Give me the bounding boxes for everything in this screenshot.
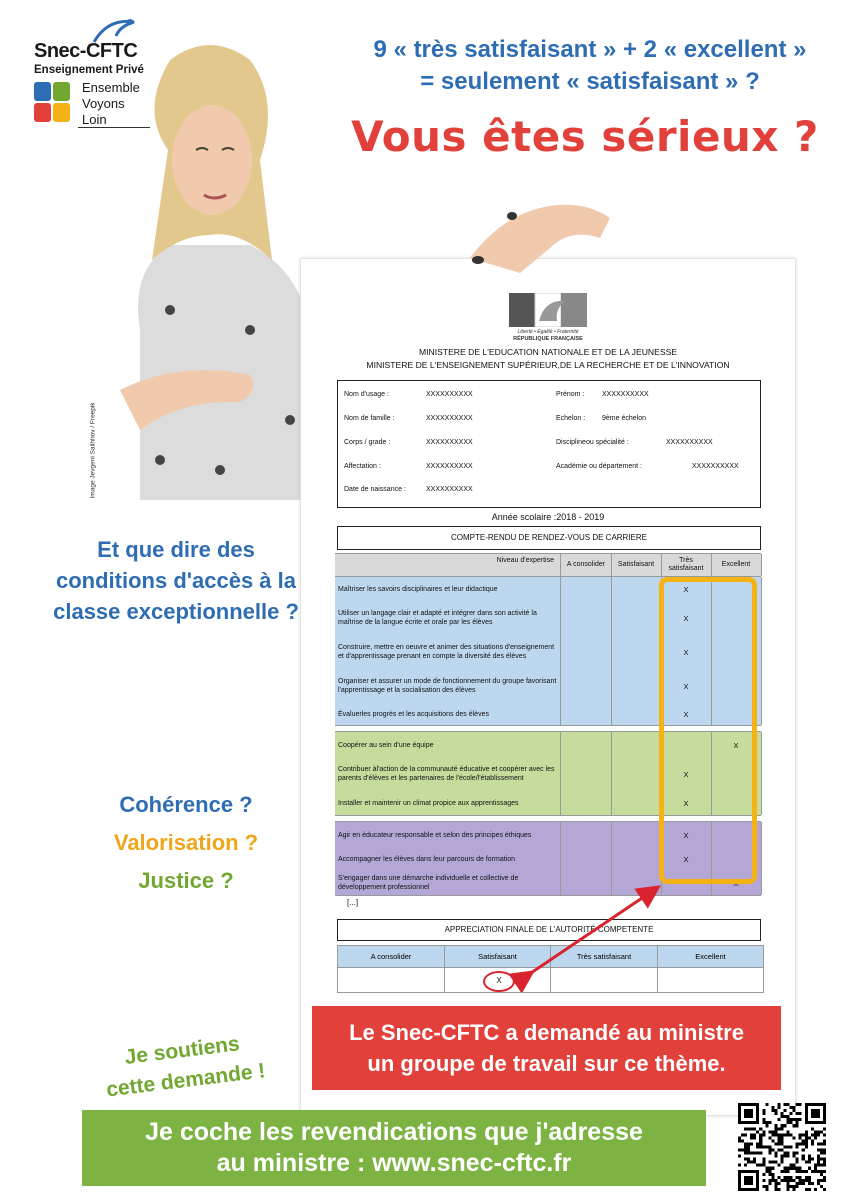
- competence-cell: [611, 791, 662, 815]
- hand-illustration: [460, 188, 620, 278]
- competence-mark: X: [711, 732, 762, 758]
- nom-famille-value: XXXXXXXXXX: [426, 415, 473, 422]
- echelon-value: 9ème échelon: [602, 415, 646, 422]
- competence-cell: [561, 669, 612, 703]
- competence-cell: [611, 635, 662, 669]
- competence-cell: [611, 757, 662, 791]
- competence-text: S'engager dans une démarche individuelle et collective de développement professionnel: [335, 871, 561, 895]
- working-group-line-1: Le Snec-CFTC a demandé au ministre: [349, 1020, 744, 1045]
- discipline-label: Disciplineou spécialité :: [556, 439, 629, 446]
- grid-header-level: Excellent: [711, 554, 762, 576]
- red-arrow-icon: [505, 882, 665, 992]
- competence-cell: [561, 703, 612, 725]
- competence-text: Installer et maintenir un climat propice aux apprentissages: [335, 791, 561, 815]
- competence-cell: [611, 732, 662, 758]
- corps-label: Corps / grade :: [344, 439, 391, 446]
- puzzle-icon: [32, 80, 72, 124]
- value-valorisation: Valorisation ?: [113, 830, 259, 855]
- highlight-frame: [659, 577, 757, 884]
- support-line-2: cette demande !: [105, 1059, 267, 1102]
- final-cell: [338, 968, 445, 992]
- competence-cell: [611, 669, 662, 703]
- grid-header-level: Satisfaisant: [611, 554, 662, 576]
- competence-text: Contribuer àl'action de la communauté éducative et coopérer avec les parents d'élèves et les partenaires de l'école/l'établissement: [335, 757, 561, 791]
- final-level-header: A consolider: [338, 946, 445, 968]
- support-text: [81, 1024, 287, 1108]
- competence-cell: [561, 601, 612, 635]
- qr-code-icon[interactable]: [738, 1103, 826, 1191]
- competence-mark: X: [661, 822, 712, 848]
- identity-box: [337, 380, 761, 508]
- nom-usage-label: Nom d'usage :: [344, 391, 389, 398]
- woman-illustration: [100, 30, 320, 500]
- headline-line-2: = seulement « satisfaisant » ?: [420, 68, 760, 95]
- affectation-label: Affectation :: [344, 463, 381, 470]
- final-mark-circled: X: [483, 971, 515, 992]
- competence-mark: X: [661, 635, 712, 669]
- working-group-banner: [312, 1006, 781, 1090]
- logo-tagline-2: Voyons: [82, 96, 125, 111]
- competence-cell: [561, 791, 612, 815]
- ellipsis: [...]: [347, 898, 359, 907]
- competence-mark: X: [661, 669, 712, 703]
- final-level-header: Très satisfaisant: [551, 946, 658, 968]
- cta-line-2[interactable]: au ministre : www.snec-cftc.fr: [216, 1149, 572, 1177]
- exceptional-class-question: Et que dire des conditions d'accès à la classe exceptionnelle ?: [53, 537, 299, 624]
- competence-cell: [561, 822, 612, 848]
- naissance-label: Date de naissance :: [344, 486, 406, 493]
- competence-text: Coopérer au sein d'une équipe: [335, 732, 561, 758]
- support-line-1: Je soutiens: [123, 1032, 241, 1070]
- grid-header-row: [335, 553, 761, 577]
- emblem-name: RÉPUBLIQUE FRANÇAISE: [513, 336, 583, 342]
- ministry-line-2: MINISTERE DE L'ENSEIGNEMENT SUPÉRIEUR,DE LA RECHERCHE ET DE L'INNOVATION: [366, 360, 730, 370]
- corps-value: XXXXXXXXXX: [426, 439, 473, 446]
- competence-mark: X: [661, 791, 712, 815]
- competence-text: Organiser et assurer un mode de fonctionnement du groupe favorisant l'apprentissage et la socialisation des élèves: [335, 669, 561, 703]
- headline: [340, 34, 840, 98]
- competence-mark: X: [711, 871, 762, 895]
- ministry-line-1: MINISTERE DE L'EDUCATION NATIONALE ET DE LA JEUNESSE: [418, 347, 678, 357]
- competence-text: Maîtriser les savoirs disciplinaires et leur didactique: [335, 577, 561, 601]
- competence-cell: [611, 601, 662, 635]
- competence-text: Agir en éducateur responsable et selon des principes éthiques: [335, 822, 561, 848]
- academie-label: Académie ou département :: [556, 463, 642, 470]
- naissance-value: XXXXXXXXXX: [426, 486, 473, 493]
- competence-cell: [561, 847, 612, 871]
- report-title: COMPTE-RENDU DE RENDEZ-VOUS DE CARRIERE: [337, 526, 761, 550]
- competence-cell: [611, 703, 662, 725]
- working-group-line-2: un groupe de travail sur ce thème.: [367, 1051, 726, 1076]
- competence-cell: [611, 822, 662, 848]
- call-to-action-banner[interactable]: [82, 1110, 706, 1186]
- competence-cell: [561, 757, 612, 791]
- grid-header-level: Très satisfaisant: [661, 554, 712, 576]
- competence-text: Utiliser un langage clair et adapté et intégrer dans son activité la maîtrise de la langue écrite et orale par les élèves: [335, 601, 561, 635]
- prenom-value: XXXXXXXXXX: [602, 391, 649, 398]
- competence-cell: [611, 577, 662, 601]
- competence-cell: [561, 577, 612, 601]
- competence-mark: X: [661, 601, 712, 635]
- competence-mark: X: [661, 847, 712, 871]
- competence-mark: X: [661, 703, 712, 725]
- nom-usage-value: XXXXXXXXXX: [426, 391, 473, 398]
- logo-subtitle: Enseignement Privé: [34, 64, 144, 76]
- emblem-motto: Liberté • Égalité • Fraternité: [517, 329, 579, 335]
- school-year: Année scolaire :2018 - 2019: [491, 512, 605, 522]
- final-level-header: Satisfaisant: [445, 946, 551, 968]
- affectation-value: XXXXXXXXXX: [426, 463, 473, 470]
- logo-tagline-1: Ensemble: [82, 80, 140, 95]
- headline-line-1: 9 « très satisfaisant » + 2 « excellent »: [373, 36, 807, 63]
- exclamation: Vous êtes sérieux ?: [351, 112, 819, 161]
- image-credit: [86, 390, 98, 500]
- value-justice: Justice ?: [138, 868, 234, 893]
- image-credit-text: Image Jevgeni Salihhov / Freepik: [89, 402, 97, 499]
- logo-brand: Snec-CFTC: [34, 40, 138, 62]
- value-coherence: Cohérence ?: [119, 792, 253, 817]
- final-level-header: Excellent: [658, 946, 763, 968]
- competence-cell: [561, 635, 612, 669]
- nom-famille-label: Nom de famille :: [344, 415, 395, 422]
- grid-header-level: A consolider: [561, 554, 612, 576]
- logo-tagline-3: Loin: [82, 112, 107, 127]
- prenom-label: Prénom :: [556, 391, 585, 398]
- competence-text: Évaluerles progrès et les acquisitions des élèves: [335, 703, 561, 725]
- competence-mark: X: [661, 577, 712, 601]
- grid-header-criteria: Niveau d'expertise: [335, 554, 561, 576]
- echelon-label: Echelon :: [556, 415, 586, 422]
- cta-line-1: Je coche les revendications que j'adresse: [145, 1118, 643, 1146]
- competence-mark: X: [661, 757, 712, 791]
- discipline-value: XXXXXXXXXX: [666, 439, 713, 446]
- competence-text: Accompagner les élèves dans leur parcours de formation: [335, 847, 561, 871]
- competence-cell: [561, 732, 612, 758]
- competence-cell: [611, 847, 662, 871]
- academie-value: XXXXXXXXXX: [692, 463, 739, 470]
- competence-text: Construire, mettre en oeuvre et animer des situations d'enseignement et d'apprentissage prenant en compte la diversité des élèves: [335, 635, 561, 669]
- marianne-emblem-icon: [509, 293, 587, 327]
- final-appreciation-title: APPRECIATION FINALE DE L'AUTORITÉ COMPETENTE: [337, 919, 761, 941]
